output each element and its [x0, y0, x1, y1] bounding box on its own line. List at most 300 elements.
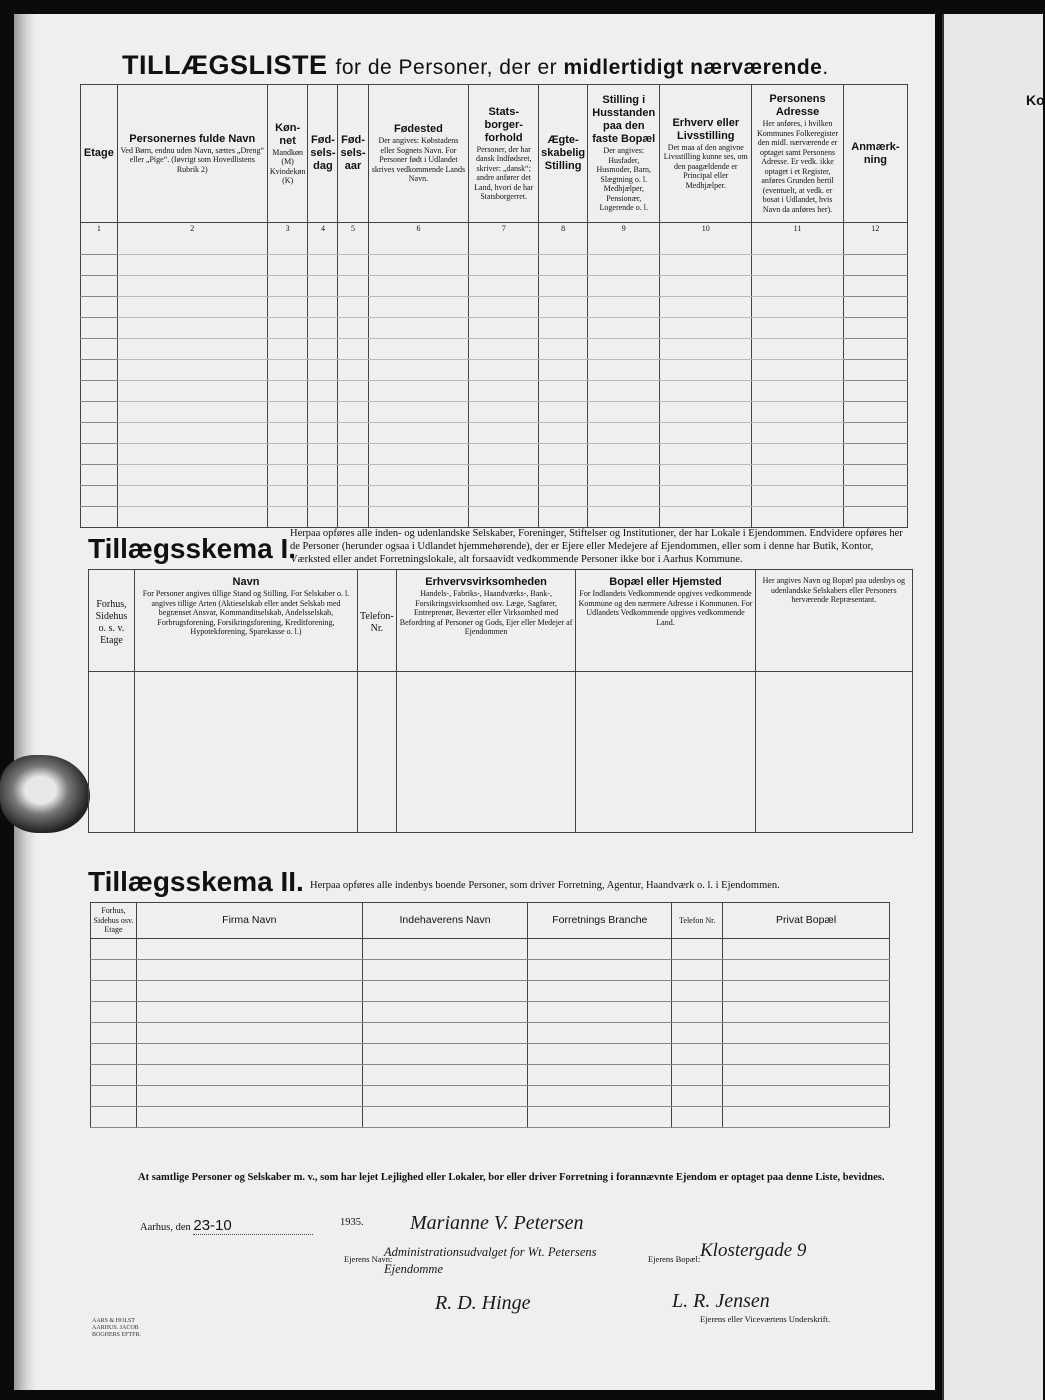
list-cell[interactable] — [338, 444, 368, 465]
list-cell[interactable] — [660, 255, 752, 276]
skema2-cell[interactable] — [362, 960, 528, 981]
list-cell[interactable] — [117, 444, 267, 465]
list-cell[interactable] — [843, 339, 907, 360]
list-cell[interactable] — [117, 402, 267, 423]
list-cell[interactable] — [81, 381, 118, 402]
list-cell[interactable] — [843, 465, 907, 486]
list-cell[interactable] — [660, 381, 752, 402]
list-cell[interactable] — [267, 255, 308, 276]
list-cell[interactable] — [308, 360, 338, 381]
skema2-cell[interactable] — [362, 1065, 528, 1086]
list-cell[interactable] — [117, 318, 267, 339]
list-cell[interactable] — [81, 255, 118, 276]
list-cell[interactable] — [338, 402, 368, 423]
list-cell[interactable] — [368, 465, 469, 486]
list-cell[interactable] — [752, 486, 844, 507]
list-cell[interactable] — [81, 423, 118, 444]
skema1-row — [89, 712, 913, 732]
skema2-cell[interactable] — [528, 1002, 672, 1023]
skema1-cell[interactable] — [755, 772, 912, 792]
skema2-cell[interactable] — [528, 1023, 672, 1044]
skema2-cell[interactable] — [91, 960, 137, 981]
list-cell[interactable] — [368, 444, 469, 465]
list-cell[interactable] — [267, 444, 308, 465]
skema1-cell[interactable] — [755, 672, 912, 693]
skema1-cell[interactable] — [396, 772, 576, 792]
skema2-cell[interactable] — [672, 1044, 723, 1065]
list-cell[interactable] — [338, 234, 368, 255]
list-cell[interactable] — [267, 507, 308, 528]
list-cell[interactable] — [469, 507, 539, 528]
skema2-cell[interactable] — [362, 1023, 528, 1044]
skema1-cell[interactable] — [396, 712, 576, 732]
skema1-cell[interactable] — [358, 752, 397, 772]
skema1-cell[interactable] — [755, 692, 912, 712]
list-cell[interactable] — [267, 381, 308, 402]
list-cell[interactable] — [588, 234, 660, 255]
skema1-cell[interactable] — [755, 812, 912, 833]
skema1-cell[interactable] — [134, 732, 357, 752]
skema2-cell[interactable] — [91, 1107, 137, 1128]
skema1-cell[interactable] — [89, 732, 135, 752]
adjacent-page-text: Ko — [1026, 92, 1045, 108]
skema2-header-label: Indehaverens Navn — [399, 914, 491, 926]
list-cell[interactable] — [368, 423, 469, 444]
list-cell[interactable] — [308, 465, 338, 486]
skema2-cell[interactable] — [136, 1044, 362, 1065]
list-cell[interactable] — [117, 255, 267, 276]
list-cell[interactable] — [660, 234, 752, 255]
skema2-cell[interactable] — [672, 1086, 723, 1107]
list-cell[interactable] — [588, 486, 660, 507]
skema2-cell[interactable] — [723, 1107, 890, 1128]
list-cell[interactable] — [81, 486, 118, 507]
skema2-cell[interactable] — [362, 1002, 528, 1023]
skema1-cell[interactable] — [358, 672, 397, 693]
skema1-cell[interactable] — [134, 772, 357, 792]
skema2-cell[interactable] — [91, 939, 137, 960]
skema2-cell[interactable] — [362, 1107, 528, 1128]
list-cell[interactable] — [588, 297, 660, 318]
skema1-cell[interactable] — [89, 752, 135, 772]
list-cell[interactable] — [843, 297, 907, 318]
list-header-col-2 — [117, 85, 267, 223]
list-cell[interactable] — [308, 486, 338, 507]
list-cell[interactable] — [752, 444, 844, 465]
skema1-cell[interactable] — [755, 752, 912, 772]
skema2-cell[interactable] — [91, 1002, 137, 1023]
list-cell[interactable] — [469, 486, 539, 507]
list-cell[interactable] — [469, 465, 539, 486]
list-cell[interactable] — [81, 465, 118, 486]
list-cell[interactable] — [308, 255, 338, 276]
skema1-cell[interactable] — [576, 812, 755, 833]
list-cell[interactable] — [81, 339, 118, 360]
skema2-cell[interactable] — [723, 1023, 890, 1044]
skema1-cell[interactable] — [576, 692, 755, 712]
list-cell[interactable] — [843, 255, 907, 276]
list-cell[interactable] — [539, 234, 588, 255]
list-cell[interactable] — [469, 276, 539, 297]
list-cell[interactable] — [469, 360, 539, 381]
skema2-cell[interactable] — [723, 1086, 890, 1107]
list-cell[interactable] — [588, 402, 660, 423]
list-cell[interactable] — [267, 339, 308, 360]
skema2-row — [91, 960, 890, 981]
list-header-note: Her anføres, i hvilken Kommunes Folkeregister den midl. nærværende er optaget samt Personens Adresse. Er vedk. ikke optaget i et Register, anføres Grunden hertil (eventuelt, at vedk. er bosat i Udlandet, hvis Navn da anføres her). — [756, 119, 839, 214]
list-cell[interactable] — [588, 423, 660, 444]
list-cell[interactable] — [368, 402, 469, 423]
list-row — [81, 486, 908, 507]
skema1-header-note: Forhus, Sidehus o. s. v. Etage — [95, 599, 128, 646]
skema2-cell[interactable] — [136, 981, 362, 1002]
list-cell[interactable] — [368, 318, 469, 339]
skema1-cell[interactable] — [358, 772, 397, 792]
list-cell[interactable] — [338, 318, 368, 339]
skema1-cell[interactable] — [755, 712, 912, 732]
skema1-cell[interactable] — [134, 792, 357, 812]
skema1-cell[interactable] — [576, 792, 755, 812]
list-cell[interactable] — [843, 276, 907, 297]
list-cell[interactable] — [588, 507, 660, 528]
list-row — [81, 444, 908, 465]
list-col-number: 9 — [588, 223, 660, 235]
list-cell[interactable] — [539, 339, 588, 360]
skema1-cell[interactable] — [576, 772, 755, 792]
list-cell[interactable] — [469, 444, 539, 465]
list-cell[interactable] — [588, 276, 660, 297]
skema1-cell[interactable] — [396, 672, 576, 693]
list-cell[interactable] — [368, 297, 469, 318]
list-cell[interactable] — [81, 360, 118, 381]
list-cell[interactable] — [308, 234, 338, 255]
list-cell[interactable] — [843, 234, 907, 255]
skema2-cell[interactable] — [362, 1044, 528, 1065]
list-cell[interactable] — [338, 255, 368, 276]
list-cell[interactable] — [338, 465, 368, 486]
list-cell[interactable] — [752, 276, 844, 297]
list-cell[interactable] — [539, 381, 588, 402]
skema2-cell[interactable] — [136, 1002, 362, 1023]
skema1-cell[interactable] — [396, 752, 576, 772]
list-cell[interactable] — [338, 507, 368, 528]
list-cell[interactable] — [539, 507, 588, 528]
skema2-cell[interactable] — [136, 1086, 362, 1107]
skema1-cell[interactable] — [396, 732, 576, 752]
skema1-cell[interactable] — [576, 672, 755, 693]
list-cell[interactable] — [368, 339, 469, 360]
list-cell[interactable] — [843, 507, 907, 528]
list-cell[interactable] — [469, 381, 539, 402]
skema1-cell[interactable] — [134, 712, 357, 732]
list-cell[interactable] — [308, 318, 338, 339]
skema2-cell[interactable] — [91, 981, 137, 1002]
list-cell[interactable] — [539, 423, 588, 444]
skema1-row — [89, 792, 913, 812]
list-cell[interactable] — [469, 297, 539, 318]
list-cell[interactable] — [267, 465, 308, 486]
list-cell[interactable] — [660, 423, 752, 444]
list-cell[interactable] — [338, 423, 368, 444]
skema1-cell[interactable] — [134, 812, 357, 833]
list-cell[interactable] — [539, 465, 588, 486]
list-cell[interactable] — [308, 276, 338, 297]
skema2-cell[interactable] — [528, 939, 672, 960]
skema2-cell[interactable] — [362, 1086, 528, 1107]
list-cell[interactable] — [539, 360, 588, 381]
list-col-number: 11 — [752, 223, 844, 235]
skema1-cell[interactable] — [358, 732, 397, 752]
skema1-cell[interactable] — [89, 812, 135, 833]
list-cell[interactable] — [469, 234, 539, 255]
list-cell[interactable] — [338, 297, 368, 318]
skema2-cell[interactable] — [672, 981, 723, 1002]
skema1-cell[interactable] — [89, 692, 135, 712]
skema1-cell[interactable] — [576, 752, 755, 772]
list-cell[interactable] — [117, 339, 267, 360]
skema1-cell[interactable] — [576, 732, 755, 752]
list-header-title: Personens Adresse — [769, 93, 826, 118]
skema2-cell[interactable] — [672, 1002, 723, 1023]
list-cell[interactable] — [81, 234, 118, 255]
list-cell[interactable] — [308, 297, 338, 318]
list-cell[interactable] — [752, 318, 844, 339]
skema1-cell[interactable] — [358, 792, 397, 812]
list-cell[interactable] — [308, 381, 338, 402]
list-cell[interactable] — [117, 276, 267, 297]
skema1-header-col-3 — [358, 570, 397, 672]
skema2-cell[interactable] — [723, 1002, 890, 1023]
list-cell[interactable] — [338, 381, 368, 402]
skema2-cell[interactable] — [362, 939, 528, 960]
skema1-cell[interactable] — [134, 692, 357, 712]
skema2-cell[interactable] — [672, 1107, 723, 1128]
skema1-cell[interactable] — [358, 692, 397, 712]
list-cell[interactable] — [539, 486, 588, 507]
skema1-cell[interactable] — [576, 712, 755, 732]
skema1-cell[interactable] — [89, 712, 135, 732]
list-cell[interactable] — [368, 507, 469, 528]
signature-top: Marianne V. Petersen — [410, 1212, 584, 1234]
list-col-number: 10 — [660, 223, 752, 235]
skema2-cell[interactable] — [723, 981, 890, 1002]
list-cell[interactable] — [267, 486, 308, 507]
list-cell[interactable] — [660, 297, 752, 318]
list-cell[interactable] — [308, 339, 338, 360]
skema1-cell[interactable] — [396, 812, 576, 833]
list-cell[interactable] — [660, 507, 752, 528]
list-cell[interactable] — [752, 360, 844, 381]
list-cell[interactable] — [117, 360, 267, 381]
list-cell[interactable] — [469, 339, 539, 360]
binder-clip — [0, 755, 90, 833]
skema1-cell[interactable] — [358, 712, 397, 732]
list-cell[interactable] — [81, 507, 118, 528]
list-cell[interactable] — [81, 318, 118, 339]
list-cell[interactable] — [117, 297, 267, 318]
skema1-cell[interactable] — [755, 732, 912, 752]
skema2-cell[interactable] — [136, 960, 362, 981]
skema1-row — [89, 752, 913, 772]
list-cell[interactable] — [752, 255, 844, 276]
list-cell[interactable] — [660, 339, 752, 360]
list-cell[interactable] — [588, 339, 660, 360]
list-cell[interactable] — [660, 444, 752, 465]
skema2-cell[interactable] — [91, 1023, 137, 1044]
skema2-cell[interactable] — [672, 1023, 723, 1044]
list-cell[interactable] — [660, 486, 752, 507]
skema2-cell[interactable] — [91, 1044, 137, 1065]
skema2-table — [90, 902, 890, 1128]
skema1-cell[interactable] — [755, 792, 912, 812]
list-cell[interactable] — [81, 444, 118, 465]
skema2-cell[interactable] — [136, 939, 362, 960]
list-cell[interactable] — [117, 465, 267, 486]
list-cell[interactable] — [117, 507, 267, 528]
skema2-cell[interactable] — [672, 1065, 723, 1086]
list-cell[interactable] — [469, 423, 539, 444]
list-cell[interactable] — [660, 276, 752, 297]
list-cell[interactable] — [539, 297, 588, 318]
list-header-title: Personernes fulde Navn — [129, 132, 256, 145]
skema1-cell[interactable] — [89, 792, 135, 812]
list-cell[interactable] — [338, 360, 368, 381]
list-cell[interactable] — [368, 486, 469, 507]
skema2-cell[interactable] — [672, 960, 723, 981]
list-cell[interactable] — [539, 276, 588, 297]
list-cell[interactable] — [267, 297, 308, 318]
skema2-cell[interactable] — [528, 1044, 672, 1065]
list-cell[interactable] — [660, 360, 752, 381]
list-cell[interactable] — [81, 276, 118, 297]
skema2-cell[interactable] — [136, 1023, 362, 1044]
list-cell[interactable] — [843, 381, 907, 402]
skema2-cell[interactable] — [528, 960, 672, 981]
list-cell[interactable] — [588, 465, 660, 486]
list-cell[interactable] — [843, 360, 907, 381]
skema2-header-label: Forhus, Sidehus osv. Etage — [93, 906, 134, 935]
list-cell[interactable] — [117, 234, 267, 255]
list-cell[interactable] — [843, 423, 907, 444]
list-cell[interactable] — [752, 423, 844, 444]
list-cell[interactable] — [267, 318, 308, 339]
list-cell[interactable] — [588, 318, 660, 339]
list-col-number: 4 — [308, 223, 338, 235]
list-cell[interactable] — [267, 360, 308, 381]
list-cell[interactable] — [843, 402, 907, 423]
list-cell[interactable] — [660, 318, 752, 339]
skema2-cell[interactable] — [723, 939, 890, 960]
list-cell[interactable] — [368, 276, 469, 297]
skema1-cell[interactable] — [89, 672, 135, 693]
skema2-cell[interactable] — [528, 1107, 672, 1128]
list-header-col-9 — [588, 85, 660, 223]
list-cell[interactable] — [308, 507, 338, 528]
skema2-cell[interactable] — [528, 1065, 672, 1086]
list-cell[interactable] — [308, 444, 338, 465]
list-cell[interactable] — [368, 360, 469, 381]
skema1-cell[interactable] — [358, 812, 397, 833]
list-cell[interactable] — [308, 402, 338, 423]
skema1-cell[interactable] — [396, 692, 576, 712]
list-cell[interactable] — [308, 423, 338, 444]
skema2-cell[interactable] — [136, 1065, 362, 1086]
list-cell[interactable] — [843, 486, 907, 507]
list-cell[interactable] — [752, 402, 844, 423]
list-header-title: Erhverv eller Livsstilling — [672, 116, 740, 142]
list-cell[interactable] — [660, 465, 752, 486]
skema2-cell[interactable] — [136, 1107, 362, 1128]
list-cell[interactable] — [843, 444, 907, 465]
skema2-cell[interactable] — [362, 981, 528, 1002]
list-header-note: Ved Børn, endnu uden Navn, sættes „Dreng“ eller „Pige“. (Iøvrigt som Hovedlistens Rubrik 2) — [120, 145, 265, 174]
skema2-cell[interactable] — [91, 1065, 137, 1086]
skema1-row — [89, 672, 913, 693]
list-cell[interactable] — [539, 444, 588, 465]
list-cell[interactable] — [338, 276, 368, 297]
list-cell[interactable] — [843, 318, 907, 339]
list-cell[interactable] — [752, 339, 844, 360]
list-cell[interactable] — [81, 297, 118, 318]
list-cell[interactable] — [588, 381, 660, 402]
skema2-cell[interactable] — [528, 1086, 672, 1107]
list-cell[interactable] — [267, 234, 308, 255]
list-cell[interactable] — [752, 234, 844, 255]
list-cell[interactable] — [117, 381, 267, 402]
skema1-cell[interactable] — [134, 672, 357, 693]
list-cell[interactable] — [267, 276, 308, 297]
list-cell[interactable] — [752, 507, 844, 528]
footer-statement: At samtlige Personer og Selskaber m. v., som har lejet Lejlighed eller Lokaler, bor eller driver Forretning i forannævnte Ejendom er optaget paa denne Liste, bevidnes. — [138, 1172, 885, 1183]
skema2-cell[interactable] — [723, 1044, 890, 1065]
list-cell[interactable] — [338, 339, 368, 360]
list-row — [81, 297, 908, 318]
list-cell[interactable] — [588, 444, 660, 465]
list-cell[interactable] — [368, 381, 469, 402]
list-cell[interactable] — [588, 360, 660, 381]
skema2-cell[interactable] — [528, 981, 672, 1002]
list-header-title: Køn-net — [275, 121, 301, 147]
list-cell[interactable] — [368, 234, 469, 255]
list-header-title: Etage — [83, 147, 114, 159]
list-cell[interactable] — [117, 486, 267, 507]
list-cell[interactable] — [539, 255, 588, 276]
list-cell[interactable] — [469, 402, 539, 423]
list-cell[interactable] — [338, 486, 368, 507]
skema2-cell[interactable] — [91, 1086, 137, 1107]
list-cell[interactable] — [469, 318, 539, 339]
list-cell[interactable] — [752, 381, 844, 402]
list-cell[interactable] — [469, 255, 539, 276]
list-cell[interactable] — [368, 255, 469, 276]
list-cell[interactable] — [117, 423, 267, 444]
list-cell[interactable] — [539, 318, 588, 339]
skema2-cell[interactable] — [672, 939, 723, 960]
list-cell[interactable] — [752, 297, 844, 318]
list-cell[interactable] — [81, 402, 118, 423]
skema1-cell[interactable] — [396, 792, 576, 812]
list-cell[interactable] — [752, 465, 844, 486]
list-cell[interactable] — [588, 255, 660, 276]
list-cell[interactable] — [267, 423, 308, 444]
list-cell[interactable] — [660, 402, 752, 423]
skema1-cell[interactable] — [134, 752, 357, 772]
skema1-cell[interactable] — [89, 772, 135, 792]
list-cell[interactable] — [267, 402, 308, 423]
skema2-cell[interactable] — [723, 960, 890, 981]
skema2-cell[interactable] — [723, 1065, 890, 1086]
list-cell[interactable] — [539, 402, 588, 423]
